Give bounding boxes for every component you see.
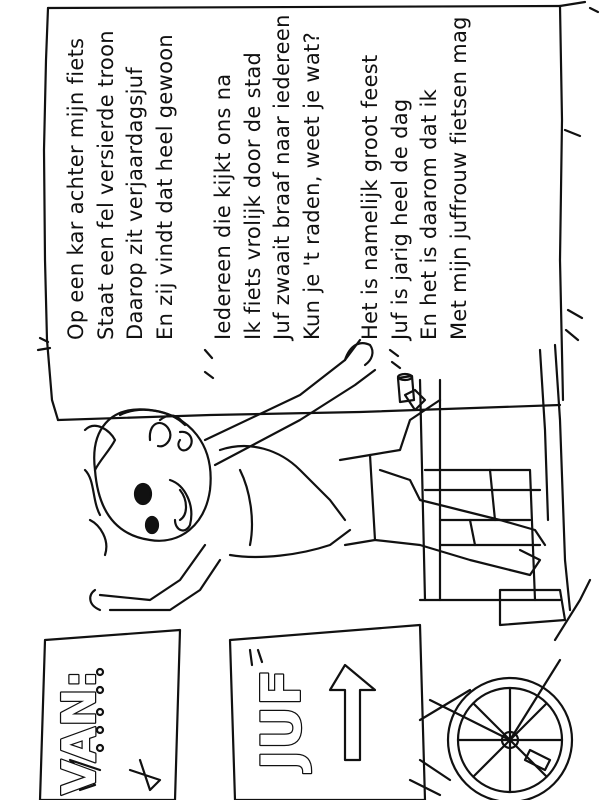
poem-line: Daarop zit verjaardagsjuf [123, 66, 147, 340]
teacher-figure [85, 340, 545, 610]
poem-line: Juf is jarig heel de dag [387, 98, 412, 340]
poem [62, 0, 562, 340]
poem-line: Kun je 't raden, weet je wat? [299, 31, 324, 340]
poem-line: En zij vindt dat heel gewoon [152, 33, 177, 340]
poem-stanza-3 [356, 0, 474, 340]
poem-stanza-2 [209, 0, 327, 340]
poem-line: Met mijn juffrouw fietsen mag [446, 16, 471, 340]
poem-stanza-1 [62, 0, 180, 340]
post [540, 345, 570, 610]
poem-line: Het is namelijk groot feest [358, 54, 382, 340]
poem-line: En het is daarom dat ik [417, 88, 441, 340]
poem-line: Op een kar achter mijn fiets [64, 37, 88, 340]
van-sign-text: VAN: [52, 670, 106, 795]
poem-line: Ik fiets vrolijk door de stad [240, 51, 265, 340]
poem-line: Iedereen die kijkt ons na [211, 73, 235, 340]
juf-sign-text: JUF [250, 669, 313, 770]
poem-line: Juf zwaait braaf naar iedereen [270, 14, 294, 340]
poem-line: Staat een fel versierde troon [93, 30, 118, 340]
